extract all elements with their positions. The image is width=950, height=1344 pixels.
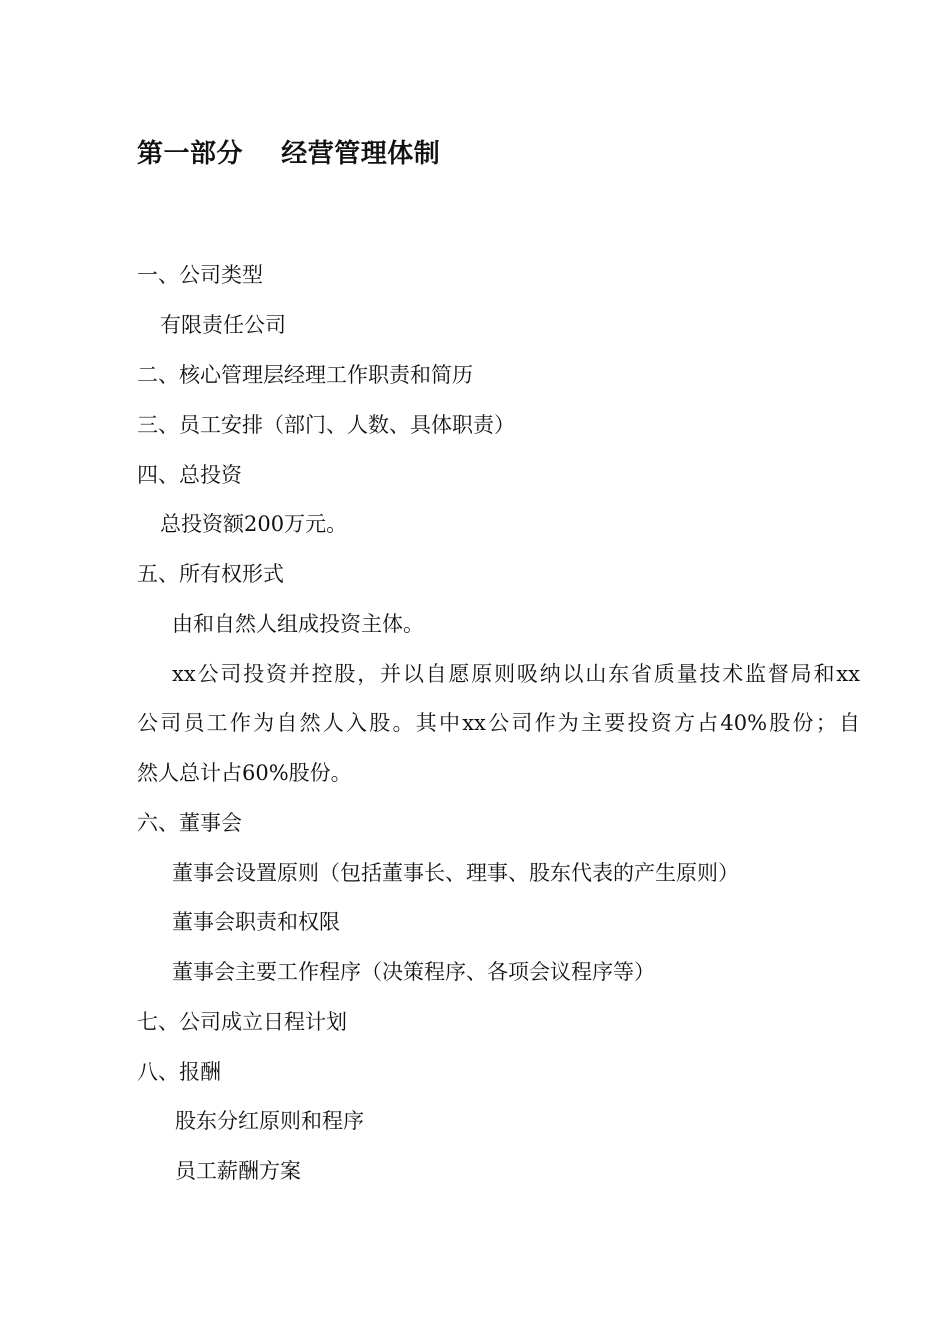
board-item-principles: 董事会设置原则（包括董事长、理事、股东代表的产生原则） — [172, 861, 739, 885]
section-body-investment: 总投资额200万元。 — [160, 512, 348, 536]
board-item-duties: 董事会职责和权限 — [172, 910, 340, 934]
compensation-item-salary: 员工薪酬方案 — [175, 1159, 301, 1183]
page-title: 第一部分 经营管理体制 — [137, 139, 441, 169]
section-heading-board: 六、董事会 — [137, 811, 242, 835]
board-item-procedures: 董事会主要工作程序（决策程序、各项会议程序等） — [172, 960, 655, 984]
ownership-paragraph-line-2: 公司员工作为自然人入股。其中xx公司作为主要投资方占40%股份；自 — [137, 711, 860, 735]
section-heading-company-type: 一、公司类型 — [137, 263, 263, 287]
compensation-item-dividends: 股东分红原则和程序 — [175, 1109, 364, 1133]
section-heading-staff: 三、员工安排（部门、人数、具体职责） — [137, 413, 515, 437]
section-body-company-type: 有限责任公司 — [160, 313, 286, 337]
ownership-paragraph-line-1: xx公司投资并控股，并以自愿原则吸纳以山东省质量技术监督局和xx — [172, 662, 860, 686]
section-heading-investment: 四、总投资 — [137, 463, 242, 487]
section-body-ownership-1: 由和自然人组成投资主体。 — [172, 612, 424, 636]
section-heading-management: 二、核心管理层经理工作职责和简历 — [137, 363, 473, 387]
section-heading-ownership: 五、所有权形式 — [137, 562, 284, 586]
section-heading-schedule: 七、公司成立日程计划 — [137, 1010, 347, 1034]
ownership-paragraph-line-3: 然人总计占60%股份。 — [137, 761, 352, 785]
section-heading-compensation: 八、报酬 — [137, 1060, 221, 1084]
